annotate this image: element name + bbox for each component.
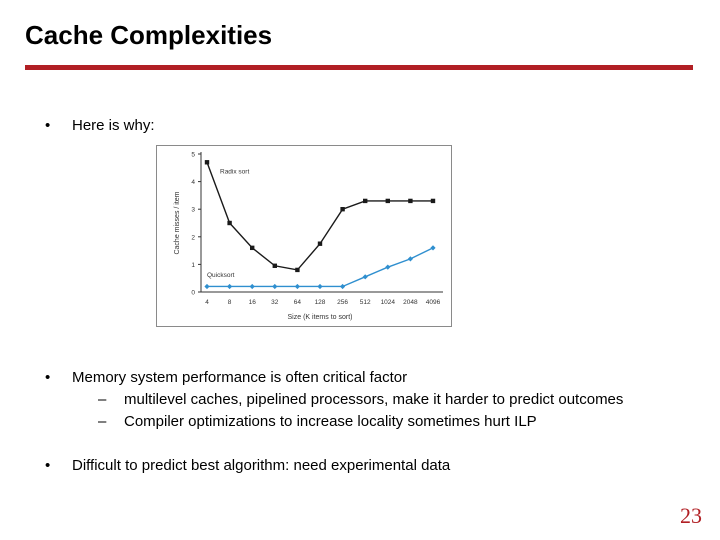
x-tick-label: 64 [293, 299, 302, 306]
y-tick-label: 0 [191, 289, 195, 297]
bullet-text: Here is why: [72, 117, 155, 134]
cache-misses-chart [156, 145, 452, 327]
y-tick-label: 3 [191, 206, 195, 214]
data-point [318, 242, 322, 246]
bullet-dot: • [45, 457, 51, 474]
bullet-dot: • [45, 117, 51, 134]
slide-title: Cache Complexities [25, 20, 273, 50]
data-point [431, 199, 435, 203]
data-point [295, 268, 299, 272]
x-tick-label: 256 [337, 299, 349, 306]
chart-axes [174, 152, 443, 322]
x-tick-label: 16 [248, 299, 256, 306]
sub-bullet-compiler [98, 411, 537, 433]
bullet-text: Difficult to predict best algorithm: need experimental data [72, 457, 451, 474]
data-point [385, 265, 390, 270]
data-point [250, 284, 255, 289]
chart-series-layer [204, 160, 435, 289]
data-point [386, 199, 390, 203]
x-tick-label: 4096 [425, 299, 441, 306]
data-point [340, 284, 345, 289]
series-line [207, 162, 433, 270]
sub-bullet-caches [98, 389, 623, 411]
data-point [204, 284, 209, 289]
data-point [205, 160, 209, 164]
y-axis-title: Cache misses / item [174, 191, 181, 255]
data-point [227, 221, 231, 225]
data-point [250, 246, 254, 250]
y-tick-label: 1 [191, 261, 195, 269]
sub-bullet-text: Compiler optimizations to increase locality sometimes hurt ILP [124, 413, 537, 430]
data-point [317, 284, 322, 289]
data-point [363, 274, 368, 279]
data-point [430, 245, 435, 250]
title-underline [25, 65, 693, 70]
x-tick-label: 32 [271, 299, 279, 306]
bullet-dot: • [45, 369, 51, 386]
x-tick-label: 8 [227, 299, 232, 306]
x-tick-label: 1024 [380, 299, 396, 306]
data-point [273, 264, 277, 268]
y-tick-label: 5 [191, 151, 195, 159]
x-tick-label: 4 [205, 299, 209, 306]
data-point [408, 256, 413, 261]
series-label: Quicksort [207, 271, 235, 279]
series-line [207, 248, 433, 287]
data-point [295, 284, 300, 289]
sub-bullet-text: multilevel caches, pipelined processors, make it harder to predict outcomes [124, 391, 624, 408]
x-tick-label: 2048 [403, 299, 418, 306]
data-point [363, 199, 367, 203]
data-point [408, 199, 412, 203]
y-tick-label: 2 [191, 234, 195, 242]
x-tick-label: 512 [359, 299, 371, 306]
sub-bullet-dash: – [98, 391, 107, 408]
y-tick-label: 4 [191, 179, 195, 187]
x-tick-label: 128 [314, 299, 326, 306]
sub-bullet-dash: – [98, 413, 107, 430]
data-point [340, 207, 344, 211]
series-label: Radix sort [220, 168, 250, 176]
bullet-text: Memory system performance is often critical factor [72, 369, 408, 386]
data-point [272, 284, 277, 289]
chart-svg [157, 146, 451, 326]
x-axis-title: Size (K items to sort) [287, 314, 353, 321]
data-point [227, 284, 232, 289]
page-number: 23 [680, 503, 702, 528]
